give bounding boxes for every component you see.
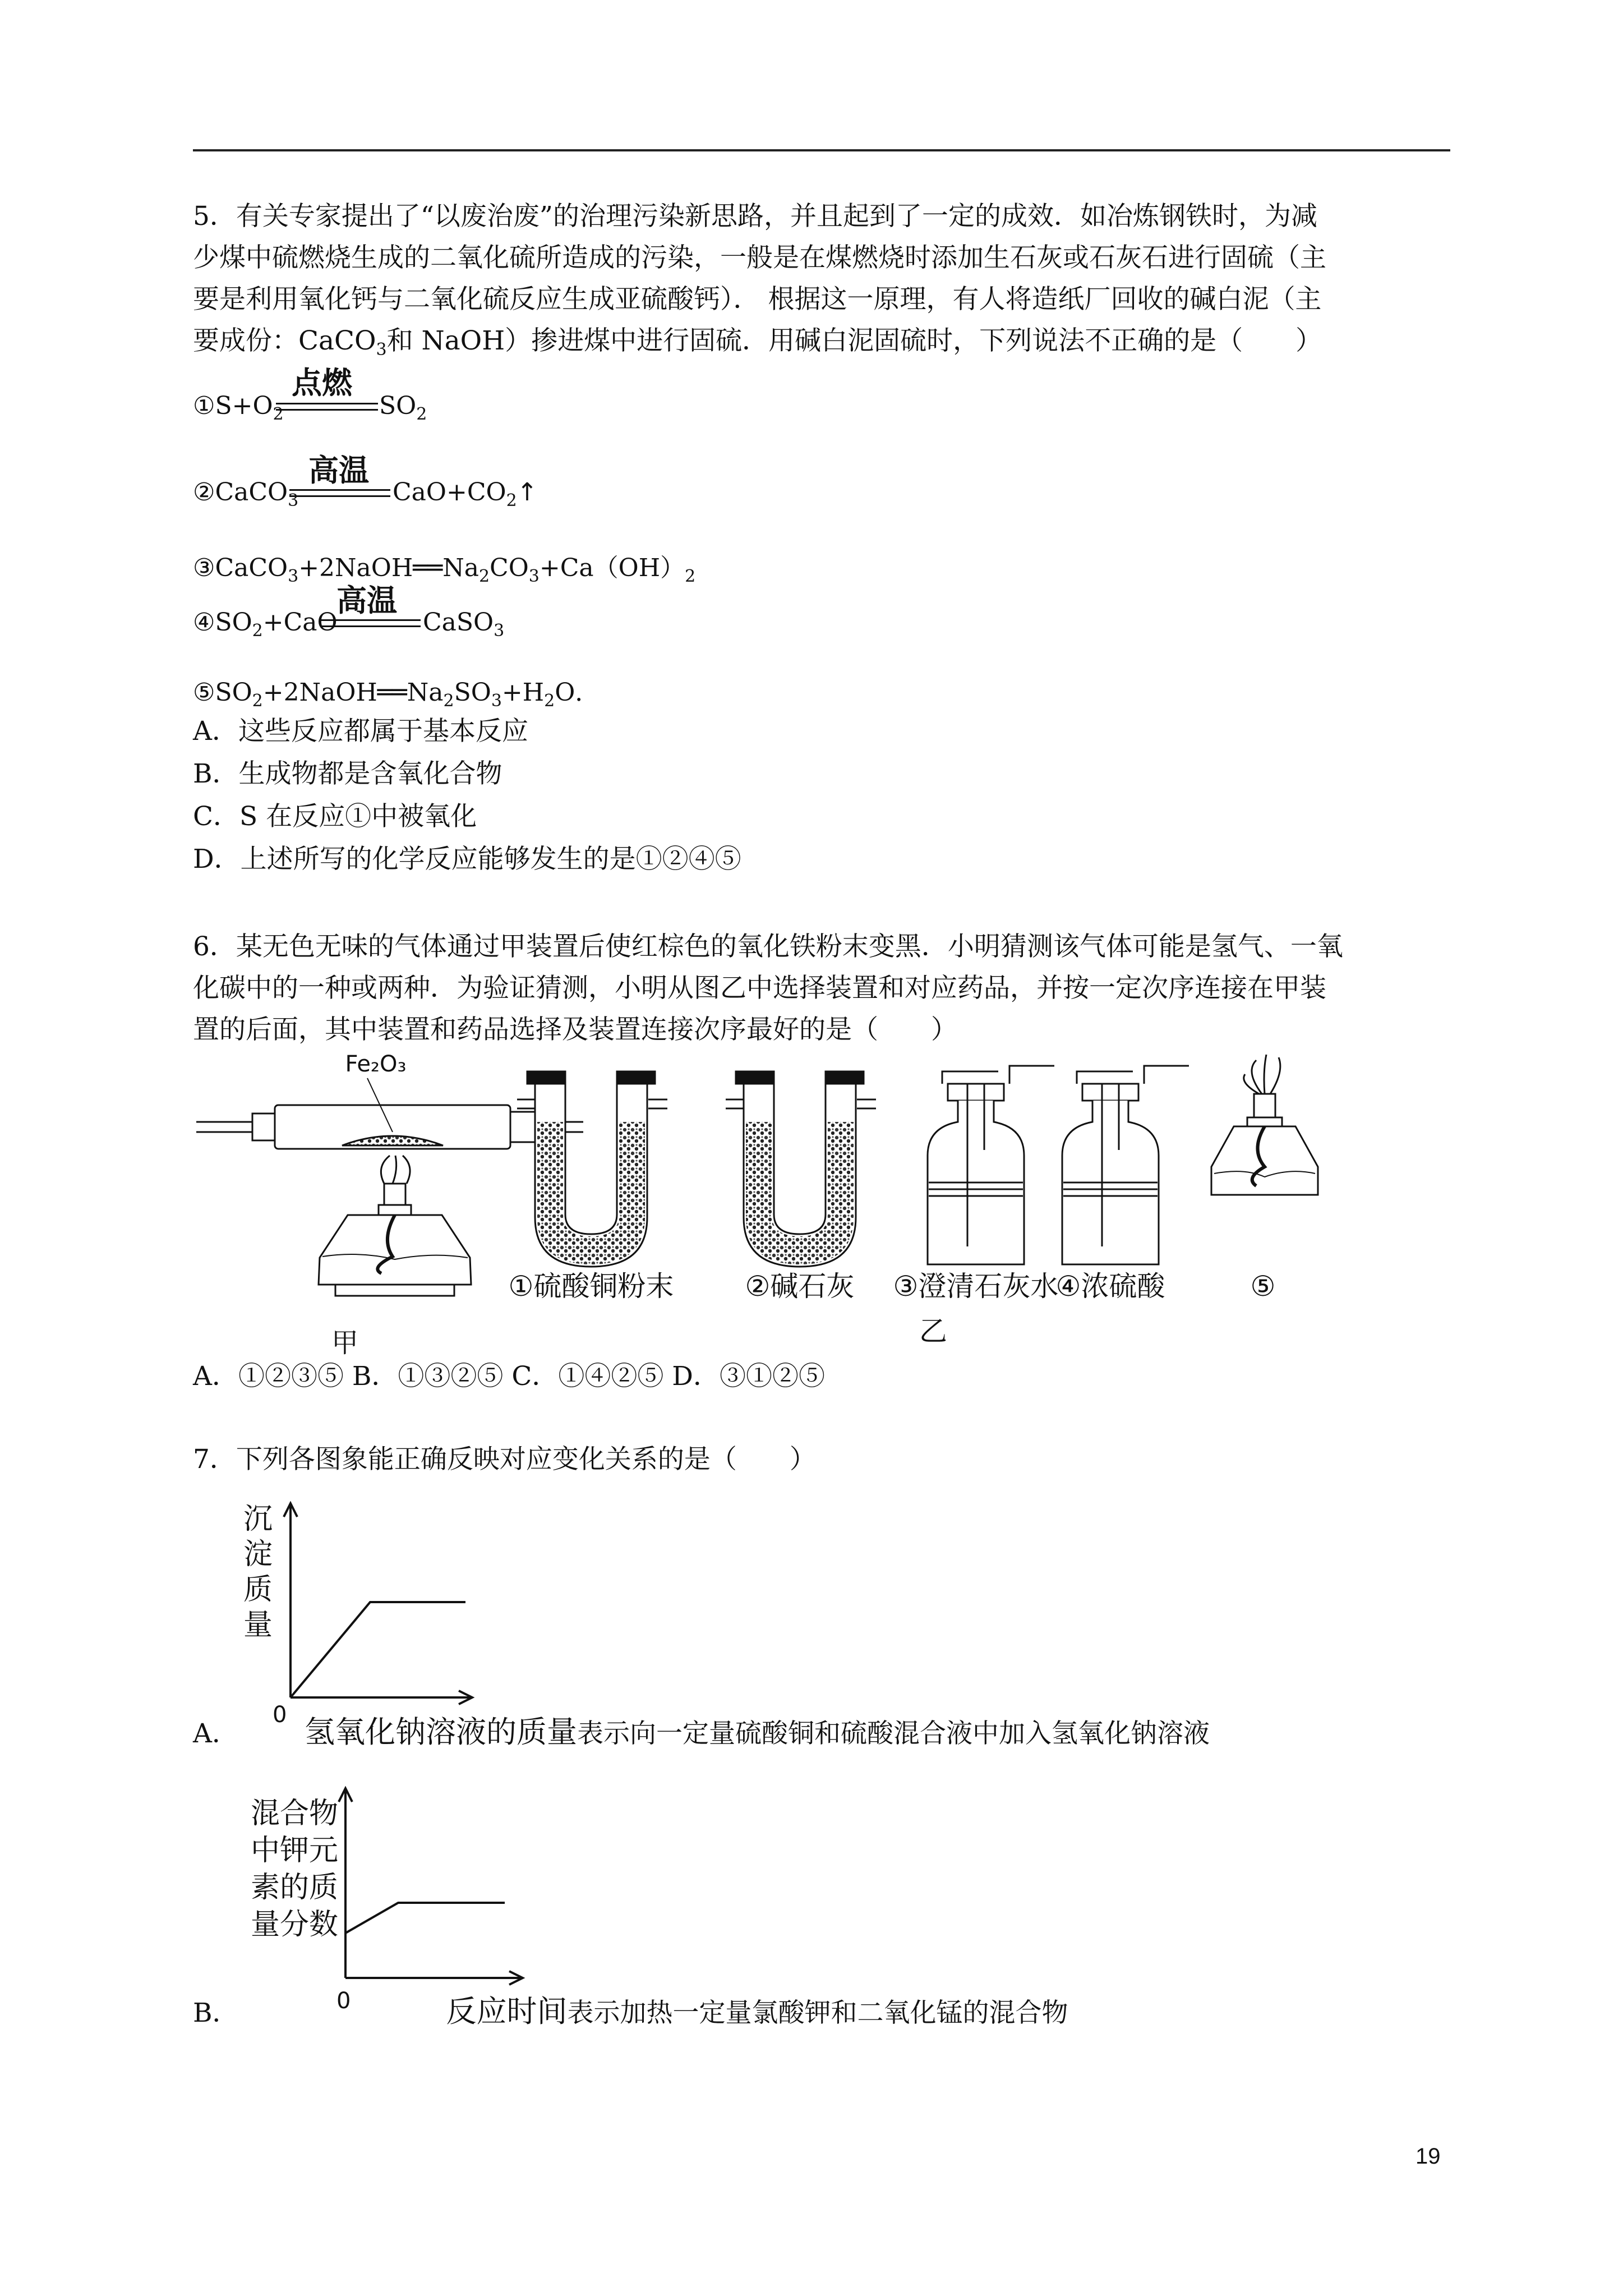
graph-b-curve — [345, 1903, 505, 1933]
gas-bottle-4 — [1062, 1066, 1189, 1264]
item-4-label: ④浓硫酸 — [1055, 1270, 1165, 1303]
graph-a-ylabel-2: 淀 — [243, 1538, 273, 1571]
graph-a-curve — [291, 1602, 465, 1697]
q7-graph-a — [224, 1492, 538, 1728]
eq1-right: $SO_2$ — [379, 392, 427, 424]
eq4-condition: 高温 — [336, 583, 397, 618]
label-jia: 甲 — [331, 1327, 359, 1359]
graph-b-ylabel-4: 量分数 — [250, 1908, 339, 1941]
u-tube-1 — [517, 1071, 667, 1267]
eq2-condition: 高温 — [308, 453, 369, 488]
q6-line-1: 6．某无色无味的气体通过甲装置后使红棕色的氧化铁粉末变黑．小明猜测该气体可能是氢气、一氧 — [193, 931, 1343, 962]
eq4-left: $④SO_2+CaO$ — [193, 608, 338, 641]
q7-option-a: A． 氢氧化钠溶液的质量表示向一定量硫酸铜和硫酸混合液中加入氢氧化钠溶液 — [193, 1714, 1210, 1750]
graph-b-ylabel-1: 混合物 — [250, 1797, 339, 1830]
q5-option-a: A．这些反应都属于基本反应 — [193, 716, 528, 747]
q6-line-2: 化碳中的一种或两种．为验证猜测，小明从图乙中选择装置和对应药品，并按一定次序连接在甲装 — [193, 973, 1326, 1004]
item-3-label: ③澄清石灰水 — [893, 1270, 1059, 1303]
q5-line-1: 5．有关专家提出了“以废治废”的治理污染新思路，并且起到了一定的成效．如冶炼钢铁时，为减 — [193, 201, 1317, 232]
item-5-label: ⑤ — [1250, 1270, 1276, 1303]
graph-a-ylabel-3: 质 — [243, 1573, 273, 1607]
u-tube-2 — [726, 1071, 876, 1267]
eq1-equals — [276, 403, 378, 411]
q6-line-3: 置的后面，其中装置和药品选择及装置连接次序最好的是（ ） — [193, 1014, 957, 1045]
q7-stem: 7．下列各图象能正确反映对应变化关系的是（ ） — [193, 1444, 816, 1475]
gas-bottle-3 — [928, 1066, 1054, 1264]
q5-line-3: 要是利用氧化钙与二氧化硫反应生成亚硫酸钙）． 根据这一原理，有人将造纸厂回收的碱白泥（主 — [193, 284, 1322, 315]
eq1-condition: 点燃 — [292, 365, 352, 401]
label-yi: 乙 — [919, 1315, 947, 1347]
graph-b-ylabel-3: 素的质 — [250, 1871, 339, 1904]
eq4-right: CaSO$_3$ — [423, 608, 505, 641]
graph-a-ylabel-4: 量 — [243, 1608, 273, 1642]
fe2o3-label: Fe₂O₃ — [345, 1051, 407, 1077]
q6-options: A．①②③⑤ B．①③②⑤ C．①④②⑤ D．③①②⑤ — [193, 1361, 825, 1392]
q5-option-b: B．生成物都是含氧化合物 — [193, 758, 502, 789]
eq2-left: ②CaCO$_3$ — [193, 478, 299, 510]
graph-b-origin: 0 — [336, 1988, 351, 2014]
q7-graph-b — [236, 1778, 550, 2014]
apparatus-jia — [196, 1078, 583, 1296]
q7-option-b: B． 反应时间表示加热一定量氯酸钾和二氧化锰的混合物 — [193, 1994, 1068, 2029]
alcohol-lamp-5 — [1211, 1055, 1318, 1195]
item-1-label: ①硫酸铜粉末 — [508, 1270, 674, 1303]
eq5: $⑤SO_2+2NaOH══Na_2SO_3+H_2O$． — [193, 678, 600, 711]
eq1-left: $①S+O_2$ — [193, 392, 284, 424]
q5-line-2: 少煤中硫燃烧生成的二氧化硫所造成的污染，一般是在煤燃烧时添加生石灰或石灰石进行固硫（主 — [193, 242, 1326, 273]
q6-apparatus-figure — [191, 1049, 1469, 1363]
page-number: 19 — [1415, 2144, 1441, 2169]
item-2-label: ②碱石灰 — [745, 1270, 855, 1303]
eq2-right: $CaO+CO_2↑$ — [393, 478, 538, 510]
graph-b-ylabel-2: 中钾元 — [250, 1834, 339, 1867]
q5-option-d: D．上述所写的化学反应能够发生的是①②④⑤ — [193, 844, 741, 875]
eq2-equals — [289, 489, 390, 497]
header-rule — [193, 149, 1450, 151]
graph-a-origin: 0 — [273, 1702, 287, 1728]
q5-line-4: 要成份：CaCO$_3$和 NaOH）掺进煤中进行固硫．用碱白泥固硫时，下列说法不正确的是（ ） — [193, 325, 1322, 360]
eq3: $③CaCO_3+2NaOH══Na_2CO_3+Ca(OH)_2$ — [193, 554, 696, 586]
q5-option-c: C．S 在反应①中被氧化 — [193, 801, 477, 832]
graph-a-ylabel-1: 沉 — [243, 1502, 273, 1536]
